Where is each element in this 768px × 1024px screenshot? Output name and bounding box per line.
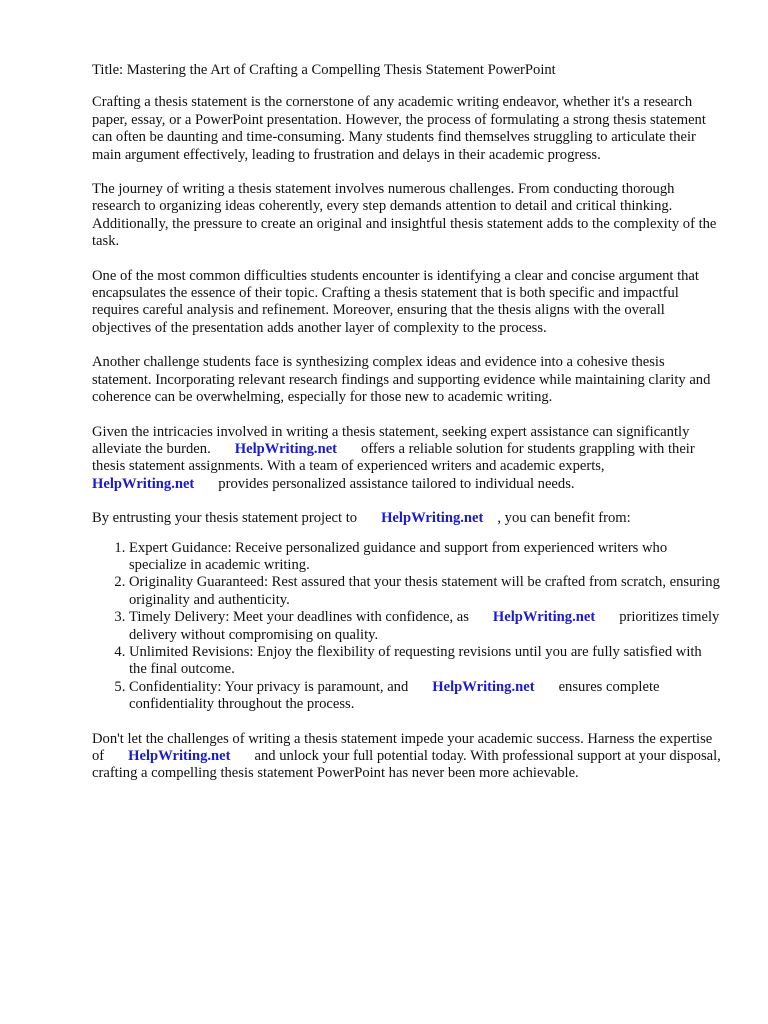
helpwriting-link[interactable]: HelpWriting.net (432, 678, 535, 695)
text-segment: Timely Delivery: Meet your deadlines with confidence, as (129, 609, 469, 626)
text-segment: prioritizes timely delivery without compromising on quality. (129, 609, 720, 643)
text-segment: Given the intricacies involved in writing a thesis statement, seeking expert assistance can significantly alleviate the burden. (92, 423, 690, 457)
document-title: Title: Mastering the Art of Crafting a Compelling Thesis Statement PowerPoint (92, 62, 556, 78)
paragraph-journey: The journey of writing a thesis statement involves numerous challenges. From conducting thorough research to organizing ideas coherently, every step demands attention to detail and critical thinking. Additionally, the pressure to create an original and insightful thesis statement adds to the complexity of the task. (92, 181, 717, 250)
helpwriting-link[interactable]: HelpWriting.net (381, 510, 484, 527)
helpwriting-link[interactable]: HelpWriting.net (92, 475, 195, 492)
document-page (92, 62, 722, 800)
list-item-expert-guidance: 1. Expert Guidance: Receive personalized guidance and support from experienced writers who specialize in academic writing. (129, 540, 722, 575)
paragraph-intro: Crafting a thesis statement is the cornerstone of any academic writing endeavor, whether it's a research paper, essay, or a PowerPoint presentation. However, the process of formulating a strong thesis statement can often be daunting and time-consuming. Many students find themselves struggling to articulate their main argument effectively, leading to frustration and delays in their academic progress. (92, 94, 706, 163)
list-item-confidentiality (129, 679, 722, 714)
helpwriting-link[interactable]: HelpWriting.net (234, 440, 338, 457)
list-item-originality: 2. Originality Guaranteed: Rest assured that your thesis statement will be crafted from scratch, ensuring originality and authenticity. (129, 574, 722, 609)
text-segment: provides personalized assistance tailored to individual needs. (218, 475, 575, 492)
text-segment: ensures complete confidentiality throughout the process. (129, 678, 660, 713)
text-segment: Confidentiality: Your privacy is paramount, and (129, 678, 409, 695)
helpwriting-link[interactable]: HelpWriting.net (128, 748, 231, 764)
text-segment: By entrusting your thesis statement project to (92, 510, 358, 527)
paragraph-expert-assistance (92, 424, 722, 494)
list-item-timely-delivery (129, 609, 722, 644)
text-segment: and unlock your full potential today. With professional support at your disposal, crafting a compelling thesis statement PowerPoint has never been more achievable. (92, 748, 721, 782)
list-item-unlimited-revisions: 4. Unlimited Revisions: Enjoy the flexibility of requesting revisions until you are fully satisfied with the final outcome. (129, 644, 722, 679)
text-segment: , you can benefit from: (497, 510, 631, 527)
paragraph-conclusion (92, 731, 722, 783)
paragraph-synthesis: Another challenge students face is synthesizing complex ideas and evidence into a cohesive thesis statement. Incorporating relevant research findings and supporting evidence while maintaining clarity and coherence can be overwhelming, especially for those new to academic writing. (92, 354, 711, 406)
paragraph-entrusting (92, 510, 722, 527)
paragraph-difficulties: One of the most common difficulties students encounter is identifying a clear and concise argument that encapsulates the essence of their topic. Crafting a thesis statement that is both specific and impactful requires careful analysis and refinement. Moreover, ensuring that the thesis aligns with the overall objectives of the presentation adds another layer of complexity to the process. (92, 267, 699, 336)
benefits-list (92, 540, 722, 714)
text-segment: offers a reliable solution for students grappling with their thesis statement assignments. With a team of experienced writers and academic experts, (92, 440, 695, 475)
helpwriting-link[interactable]: HelpWriting.net (492, 609, 596, 626)
text-segment: Don't let the challenges of writing a thesis statement impede your academic success. Harness the expertise of (92, 730, 713, 764)
